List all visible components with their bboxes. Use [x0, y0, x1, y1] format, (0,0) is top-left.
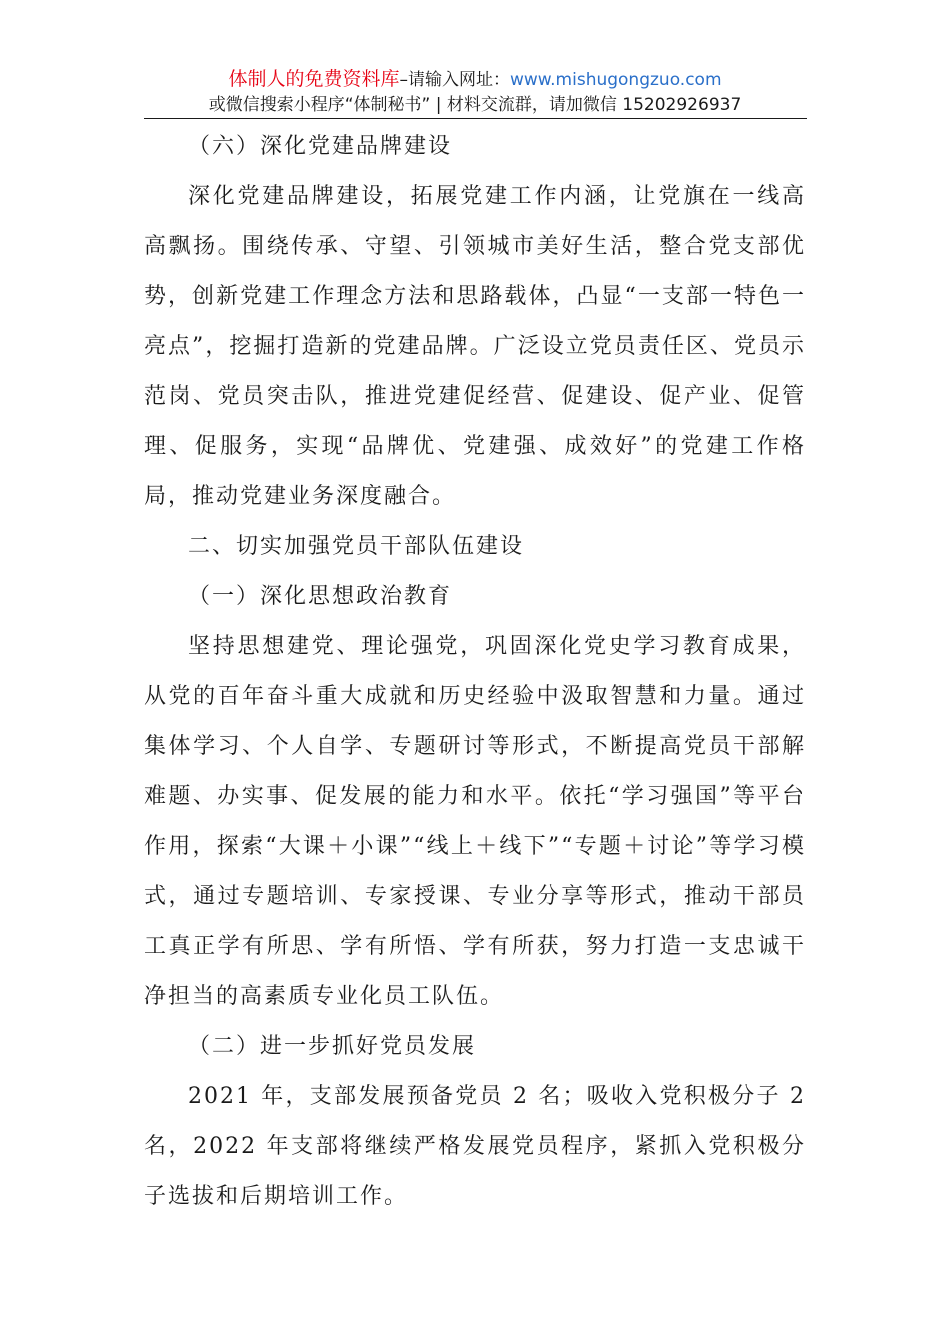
section-2-heading: （二）进一步抓好党员发展	[188, 1034, 477, 1059]
section-2-paragraph: 2021 年，支部发展预备党员 2 名；吸收入党积极分子 2 名，2022 年支部将继续严格发展党员程序，紧抓入党积极分子选拔和后期培训工作。	[144, 1084, 806, 1209]
section-1-heading: （一）深化思想政治教育	[188, 584, 453, 609]
header-prompt: –请输入网址：	[399, 70, 510, 90]
header-line-1	[0, 66, 950, 93]
document-body	[144, 122, 806, 1222]
header-brand: 体制人的免费资料库	[228, 68, 400, 90]
header-url-link[interactable]: www.mishugongzuo.com	[510, 70, 722, 90]
section-6-paragraph: 深化党建品牌建设，拓展党建工作内涵，让党旗在一线高高飘扬。围绕传承、守望、引领城市美好生活，整合党支部优势，创新党建工作理念方法和思路载体，凸显“一支部一特色一亮点”，挖掘打造新的党建品牌。广泛设立党员责任区、党员示范岗、党员突击队，推进党建促经营、促建设、促产业、促管理、促服务，实现“品牌优、党建强、成效好”的党建工作格局，推动党建业务深度融合。	[144, 184, 806, 509]
section-1-paragraph: 坚持思想建党、理论强党，巩固深化党史学习教育成果，从党的百年奋斗重大成就和历史经验中汲取智慧和力量。通过集体学习、个人自学、专题研讨等形式，不断提高党员干部解难题、办实事、促发展的能力和水平。依托“学习强国”等平台作用，探索“大课＋小课”“线上＋线下”“专题＋讨论”等学习模式，通过专题培训、专家授课、专业分享等形式，推动干部员工真正学有所思、学有所悟、学有所获，努力打造一支忠诚干净担当的高素质专业化员工队伍。	[144, 634, 806, 1009]
header-line-2: 或微信搜索小程序“体制秘书” | 材料交流群，请加微信 15202926937	[208, 95, 742, 115]
part-2-heading: 二、切实加强党员干部队伍建设	[188, 534, 525, 559]
page-header	[0, 66, 950, 117]
header-divider	[144, 118, 807, 119]
section-6-heading: （六）深化党建品牌建设	[188, 134, 453, 159]
